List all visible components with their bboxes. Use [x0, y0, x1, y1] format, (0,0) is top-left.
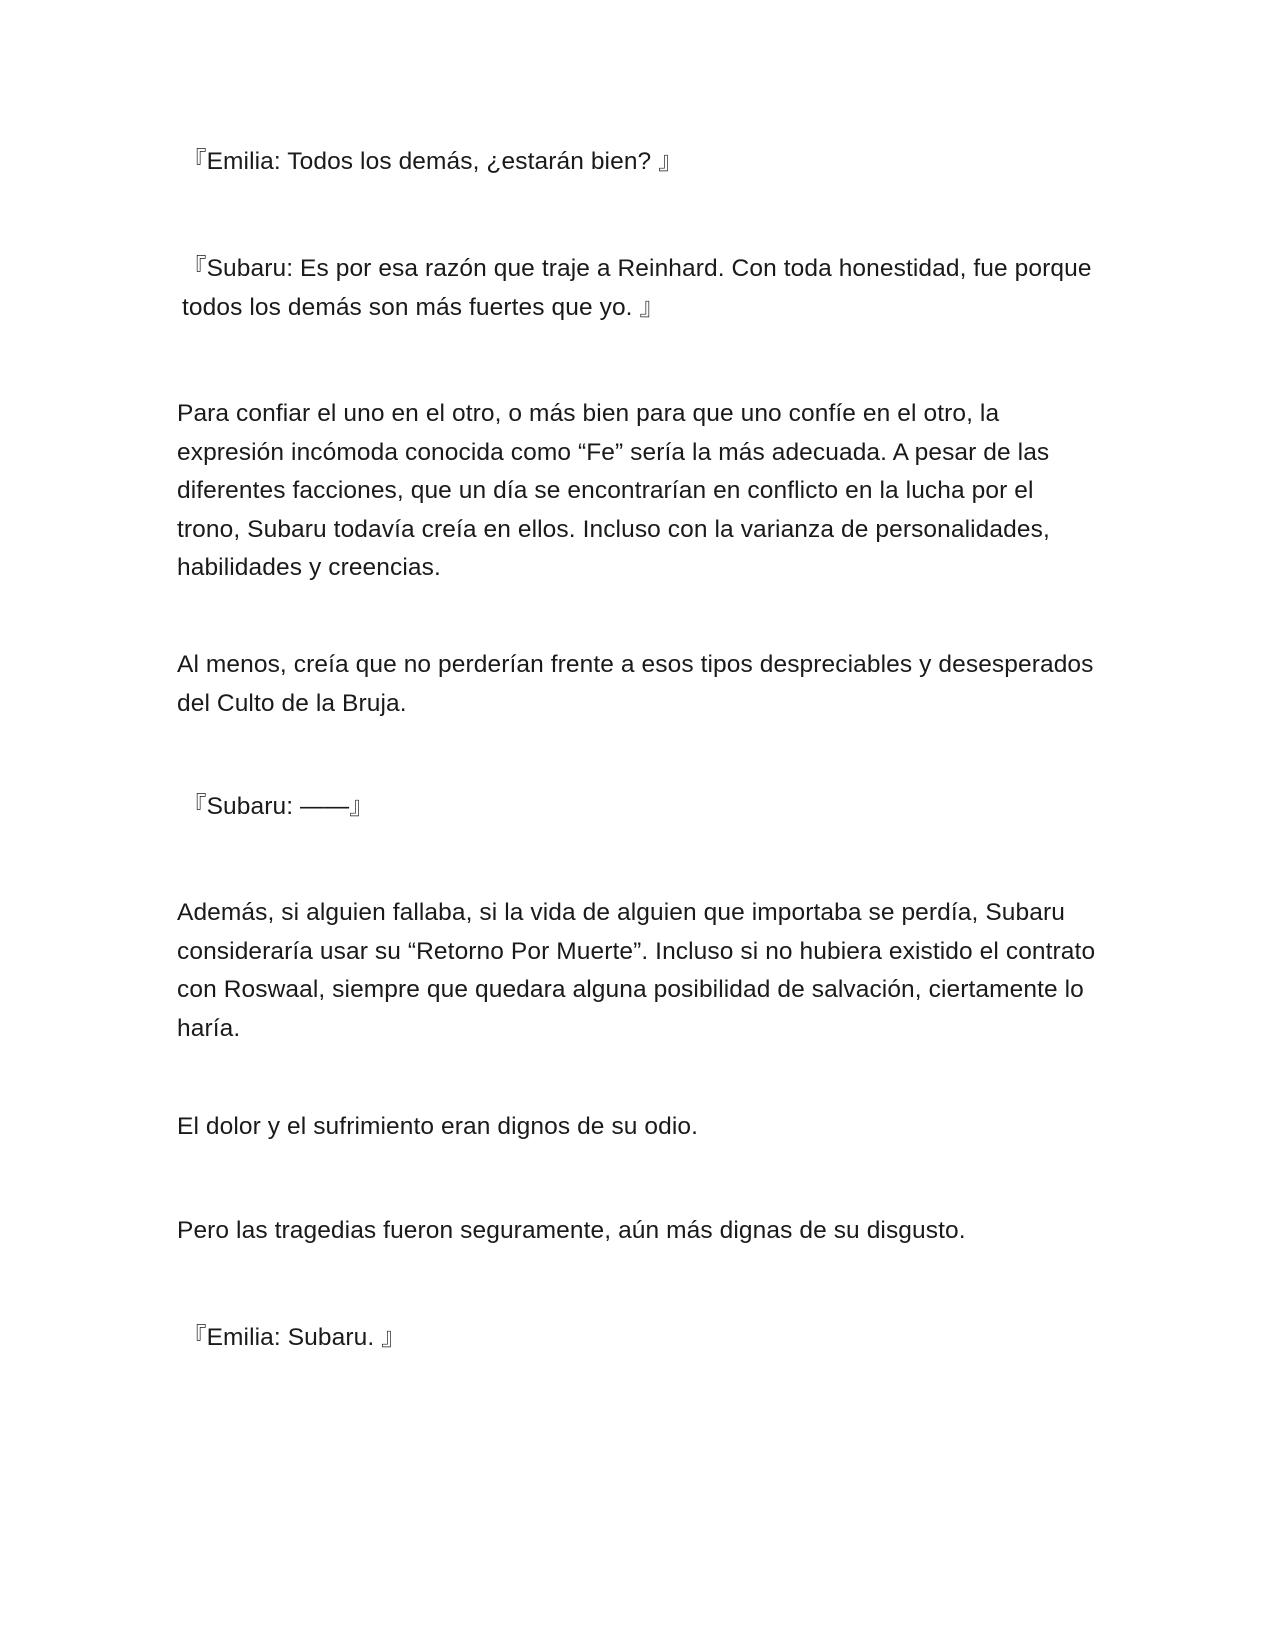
- narration-paragraph-3: Además, si alguien fallaba, si la vida de alguien que importaba se perdía, Subaru consideraría usar su “Retorno Por Muerte”. Incluso si no hubiera existido el contrato con Roswaal, siempre que quedara alguna posibilidad de salvación, ciertamente lo haría.: [177, 899, 1096, 1042]
- narration-paragraph-5: Pero las tragedias fueron seguramente, aún más dignas de su disgusto.: [177, 1217, 966, 1244]
- dialogue-subaru-1: 『Subaru: Es por esa razón que traje a Reinhard. Con toda honestidad, fue porque todos los demás son más fuertes que yo. 』: [182, 255, 1092, 321]
- narration-paragraph-2: Al menos, creía que no perderían frente a esos tipos despreciables y desesperados del Culto de la Bruja.: [177, 651, 1094, 717]
- narration-paragraph-1: Para confiar el uno en el otro, o más bien para que uno confíe en el otro, la expresión incómoda conocida como “Fe” sería la más adecuada. A pesar de las diferentes facciones, que un día se encontrarían en conflicto en la lucha por el trono, Subaru todavía creía en ellos. Incluso con la varianza de personalidades, habilidades y creencias.: [177, 400, 1050, 581]
- dialogue-emilia-2: 『Emilia: Subaru. 』: [182, 1324, 406, 1351]
- dialogue-emilia-1: 『Emilia: Todos los demás, ¿estarán bien? 』: [182, 148, 683, 175]
- narration-paragraph-4: El dolor y el sufrimiento eran dignos de su odio.: [177, 1113, 699, 1140]
- dialogue-subaru-2: 『Subaru: ——』: [182, 793, 374, 820]
